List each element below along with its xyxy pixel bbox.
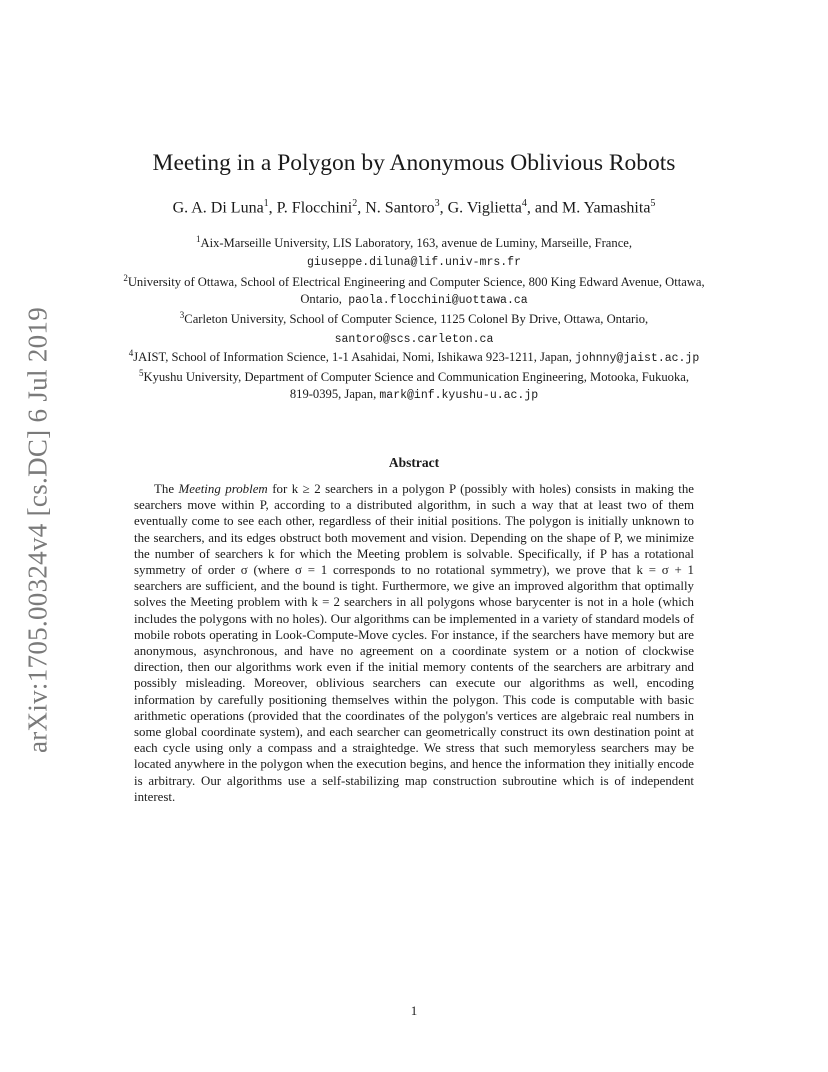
affiliation-text: Carleton University, School of Computer Science, 1125 Colonel By Drive, Ottawa, Ontario, (184, 312, 649, 327)
affiliation-email: mark@inf.kyushu-u.ac.jp (379, 389, 539, 402)
affiliation-mark: 3 (179, 310, 185, 320)
author-name: N. Santoro (365, 199, 435, 217)
affiliation-5-email-line (90, 387, 738, 402)
author-name: G. A. Di Luna (172, 199, 264, 217)
affiliation-text: JAIST, School of Information Science, 1-1 Asahidai, Nomi, Ishikawa 923-1211, Japan, (133, 350, 572, 365)
affiliation-email: paola.flocchini@uottawa.ca (348, 294, 528, 307)
affiliation-text: Aix-Marseille University, LIS Laboratory, 163, avenue de Luminy, Marseille, France, (200, 236, 633, 251)
author-separator: , and (526, 199, 562, 217)
affiliation-2-email-line (90, 292, 738, 307)
affiliation-email: santoro@scs.carleton.ca (334, 333, 494, 346)
affiliation-mark: 1 (195, 234, 201, 244)
author-separator: , (268, 199, 277, 217)
author-list (0, 198, 828, 217)
arxiv-identifier: arXiv:1705.00324v4 [cs.DC] 6 Jul 2019 (22, 306, 53, 754)
abstract-body (134, 481, 694, 805)
affiliation-text: Kyushu University, Department of Computer Science and Communication Engineering, Motooka, Fukuoka, (143, 370, 689, 385)
arxiv-sidebar-stamp (18, 300, 58, 760)
affiliation-mark: 5 (138, 368, 144, 378)
affiliation-3-email-line (90, 331, 738, 346)
affiliation-text: University of Ottawa, School of Electrical Engineering and Computer Science, 800 King Edward Avenue, Ottawa, (127, 275, 705, 290)
author-affiliation-mark: 4 (521, 198, 527, 209)
abstract-text-lead: The (154, 482, 179, 496)
author-affiliation-mark: 1 (263, 198, 269, 209)
affiliation-mark: 2 (123, 273, 128, 283)
paper-title: Meeting in a Polygon by Anonymous Oblivious Robots (152, 150, 676, 176)
author-name: G. Viglietta (447, 199, 522, 217)
affiliation-5 (90, 368, 738, 385)
abstract-text: for k ≥ 2 searchers in a polygon P (possibly with holes) consists in making the searchers move within P, according to a distributed algorithm, in such a way that at least two of them eventually come to see each other, regardless of their initial positions. The polygon is initially unknown to the searchers, and its edges obstruct both movement and vision. Depending on the shape of P, we minimize the number of searchers k for which the Meeting problem is solvable. Specifically, if P has a rotational symmetry of order σ (where σ = 1 corresponds to no rotational symmetry), we prove that k = σ + 1 searchers are sufficient, and the bound is tight. Furthermore, we give an improved algorithm that optimally solves the Meeting problem with k = 2 searchers in all polygons whose barycenter is not in a hole (which includes the polygons with no holes). Our algorithms can be implemented in a variety of standard models of mobile robots operating in Look-Compute-Move cycles. For instance, if the searchers have memory but are anonymous, asynchronous, and have no agreement on a coordinate system or a notion of clockwise direction, then our algorithms work even if the initial memory contents of the searchers are arbitrary and possibly misleading. Moreover, oblivious searchers can execute our algorithms as well, encoding information by carefully positioning themselves within the polygon. This code is computable with basic arithmetic operations (provided that the coordinates of the polygon's vertices are algebraic real numbers in some global coordinate system), and each searcher can geometrically construct its own destination point at each cycle using only a compass and a straightedge. We stress that such memoryless searchers may be located anywhere in the polygon when the execution begins, and hence the information they initially encode is arbitrary. Our algorithms use a self-stabilizing map construction subroutine which is of independent interest. (134, 482, 695, 804)
affiliation-1 (90, 234, 738, 251)
abstract-heading: Abstract (388, 455, 440, 470)
affiliation-mark: 4 (128, 348, 134, 358)
author-name: M. Yamashita (561, 199, 651, 217)
author-separator: , (439, 199, 448, 217)
page-number: 1 (410, 1003, 418, 1018)
author-affiliation-mark: 2 (352, 198, 358, 209)
author-separator: , (357, 199, 366, 217)
affiliation-2 (90, 273, 738, 290)
author-affiliation-mark: 3 (434, 198, 440, 209)
author-name: P. Flocchini (276, 199, 353, 217)
author-affiliation-mark: 5 (650, 198, 656, 209)
affiliation-email: giuseppe.diluna@lif.univ-mrs.fr (307, 256, 521, 269)
affiliation-3 (90, 310, 738, 327)
affiliation-continuation: 819-0395, Japan, (289, 387, 377, 401)
affiliation-continuation: Ontario, (300, 292, 342, 306)
affiliation-email: johnny@jaist.ac.jp (575, 352, 700, 366)
abstract-term-meeting-problem: Meeting problem (178, 482, 268, 496)
affiliation-4 (90, 348, 738, 365)
affiliation-1-email-line (90, 254, 738, 269)
